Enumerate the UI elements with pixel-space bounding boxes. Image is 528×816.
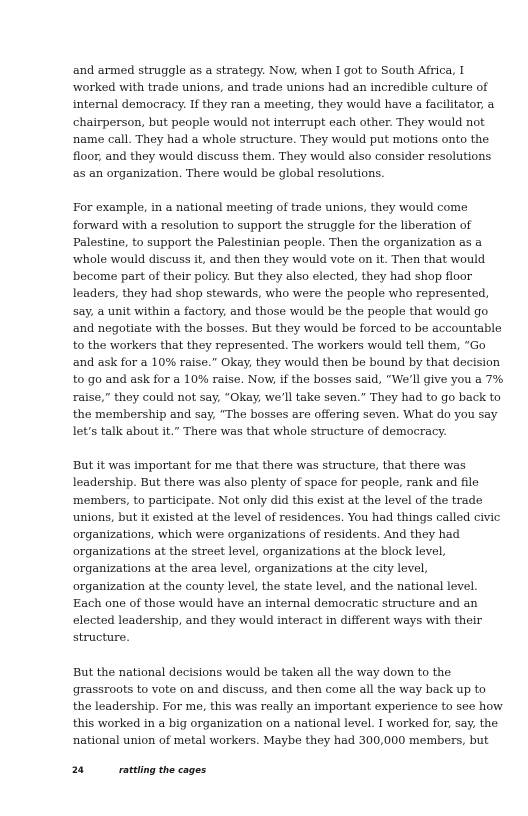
text-line: national union of metal workers. Maybe they had 300,000 members, but [73, 734, 489, 748]
text-line: internal democracy. If they ran a meeting, they would have a facilitator, a [73, 98, 495, 112]
text-line: and armed struggle as a strategy. Now, when I got to South Africa, I [73, 64, 464, 77]
text-line: leaders, they had shop stewards, who were the people who represented, [73, 287, 490, 301]
text-line: For example, in a national meeting of trade unions, they would come [73, 201, 468, 215]
text-line: say, a unit within a factory, and those would be the people that would go [73, 304, 489, 318]
text-line: members, to participate. Not only did this exist at the level of the trade [73, 493, 483, 507]
text-line: organizations at the area level, organizations at the city level, [73, 562, 428, 576]
text-line: chairperson, but people would not interrupt each other. They would not [73, 115, 485, 129]
paragraph [73, 199, 504, 440]
text-line: and ask for a 10% raise.” Okay, they would then be bound by that decision [73, 356, 501, 370]
paragraph [73, 664, 503, 750]
body-text [73, 62, 504, 767]
text-line: to go and ask for a 10% raise. Now, if the bosses said, “We’ll give you a 7% [73, 373, 504, 387]
text-line: elected leadership, and they would interact in different ways with their [73, 614, 482, 628]
paragraph [73, 62, 493, 182]
text-line: whole would discuss it, and then they would vote on it. Then that would [73, 253, 486, 267]
text-line: the membership and say, “The bosses are offering seven. What do you say [73, 407, 498, 421]
text-line: Palestine, to support the Palestinian people. Then the organization as a [73, 235, 482, 249]
text-line: grassroots to vote on and discuss, and then come all the way back up to [73, 682, 486, 696]
text-line: the leadership. For me, this was really an important experience to see how [73, 699, 503, 713]
page-number: 24 [72, 766, 84, 776]
text-line: as an organization. There would be global resolutions. [73, 167, 385, 181]
text-line: Each one of those would have an internal democratic structure and an [73, 596, 478, 610]
text-line: to the workers that they represented. The workers would tell them, “Go [73, 339, 486, 353]
text-line: name call. They had a whole structure. They would put motions onto the [73, 132, 490, 146]
text-line: and negotiate with the bosses. But they would be forced to be accountable [73, 321, 502, 335]
text-line: this worked in a big organization on a national level. I worked for, say, the [73, 717, 499, 731]
text-line: forward with a resolution to support the struggle for the liberation of [73, 218, 471, 232]
page-footer [72, 766, 206, 776]
text-line: worked with trade unions, and trade unions had an incredible culture of [73, 81, 488, 95]
text-line: floor, and they would discuss them. They would also consider resolutions [73, 150, 492, 164]
text-line: become part of their policy. But they also elected, they had shop floor [73, 270, 473, 284]
text-line: organizations, which were organizations of residents. And they had [73, 528, 460, 542]
text-line: leadership. But there was also plenty of space for people, rank and file [73, 476, 479, 490]
paragraph [73, 457, 501, 646]
running-title: rattling the cages [118, 766, 207, 776]
text-line: organization at the county level, the state level, and the national level. [73, 579, 478, 593]
text-line: But it was important for me that there was structure, that there was [73, 459, 466, 473]
text-line: structure. [73, 631, 130, 645]
text-line: raise,” they could not say, “Okay, we’ll take seven.” They had to go back to [73, 390, 501, 404]
text-line: But the national decisions would be taken all the way down to the [73, 665, 452, 679]
text-line: unions, but it existed at the level of residences. You had things called civic [73, 510, 501, 524]
text-line: let’s talk about it.” There was that whole structure of democracy. [73, 425, 447, 439]
text-line: organizations at the street level, organizations at the block level, [73, 545, 447, 559]
